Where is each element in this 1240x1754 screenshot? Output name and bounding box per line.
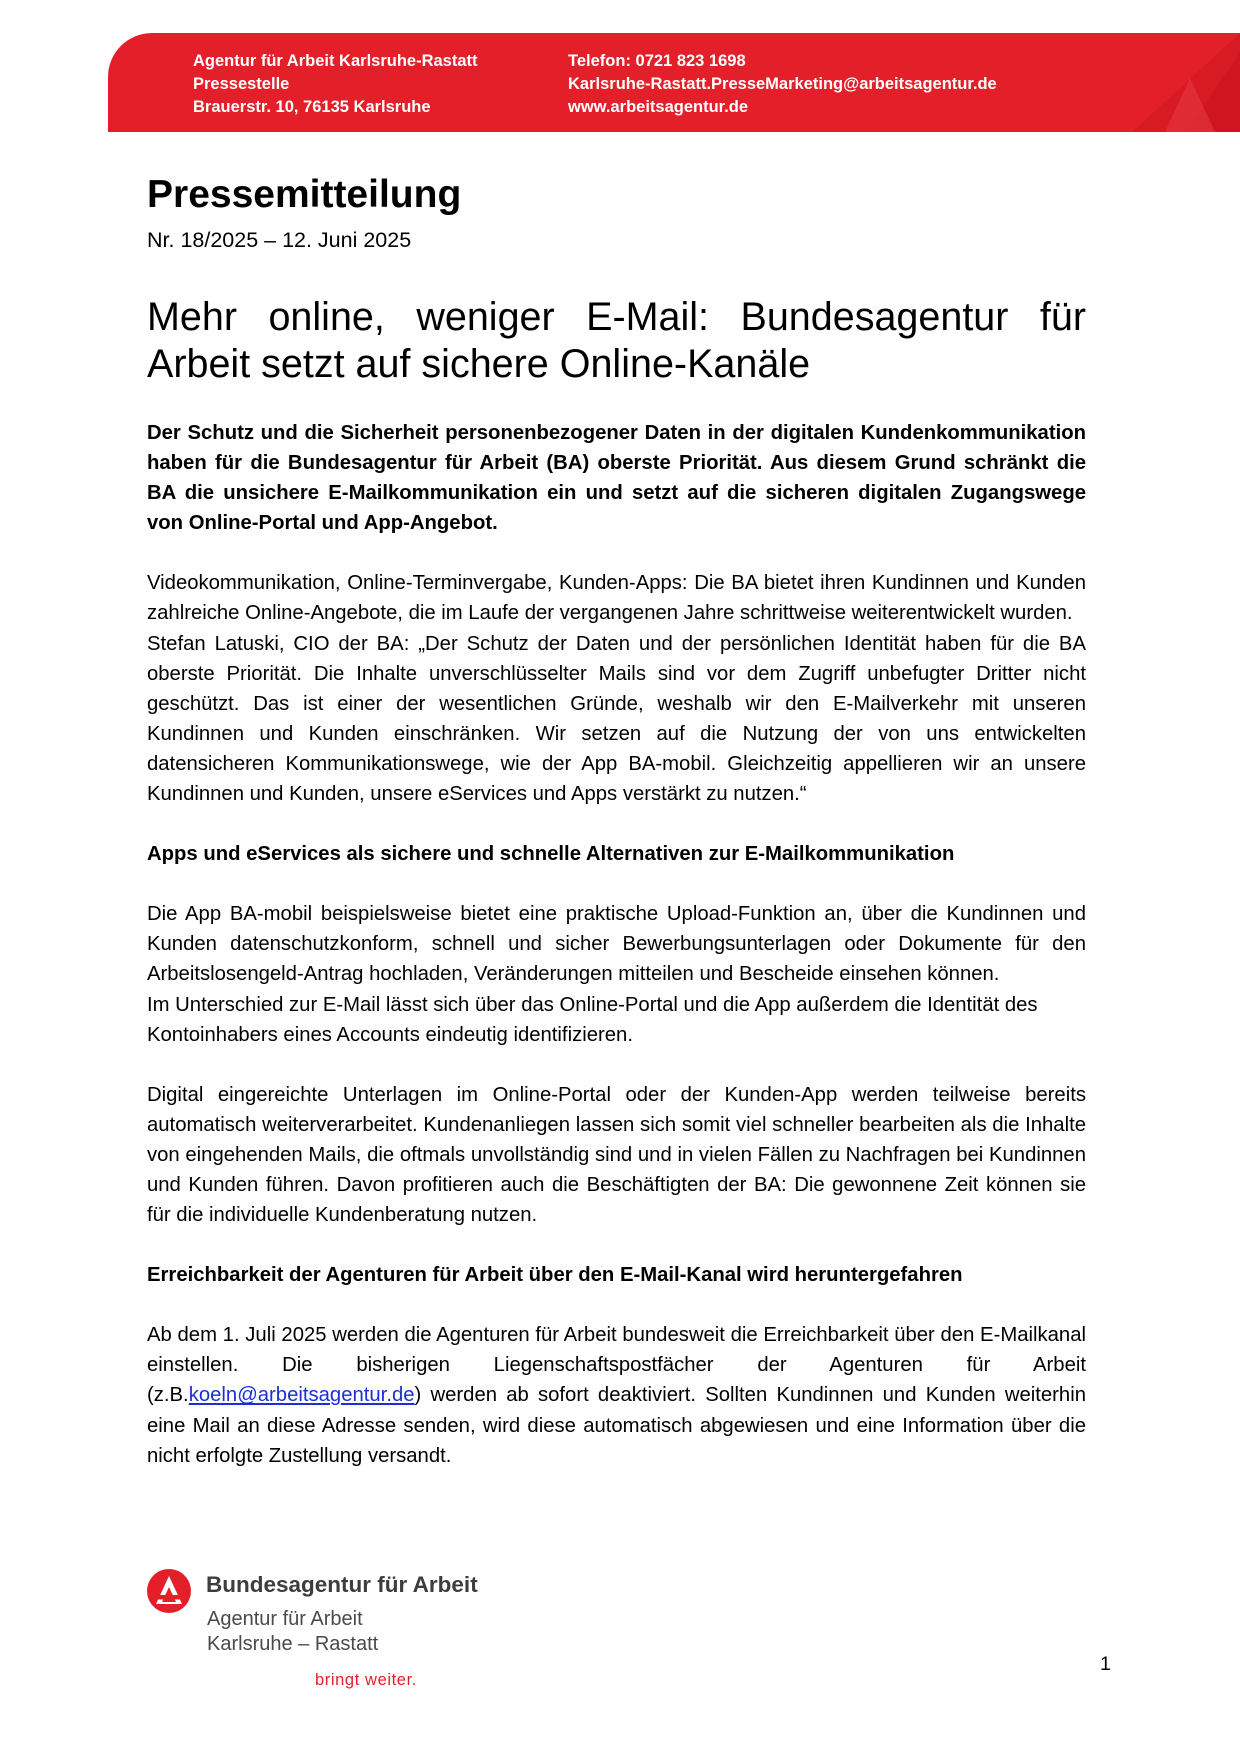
contact-phone: Telefon: 0721 823 1698: [568, 52, 746, 70]
document-type-title: Pressemitteilung: [147, 173, 462, 216]
ba-logo-icon: [147, 1569, 191, 1613]
email-link[interactable]: koeln@arbeitsagentur.de: [188, 1384, 415, 1407]
section-heading: Erreichbarkeit der Agenturen für Arbeit über den E-Mail-Kanal wird heruntergefahren: [147, 1264, 963, 1287]
body-paragraph: Im Unterschied zur E-Mail lässt sich über das Online-Portal und die App außerdem die Identität des Kontoinhabers eines Accounts eindeutig identifizieren.: [147, 993, 1038, 1046]
page-number: 1: [1100, 1653, 1111, 1675]
section-heading: Apps und eServices als sichere und schnelle Alternativen zur E-Mailkommunikation: [147, 843, 955, 866]
body-paragraph: [147, 1320, 1086, 1470]
sender-address: Brauerstr. 10, 76135 Karlsruhe: [193, 98, 431, 116]
agency-location: Karlsruhe – Rastatt: [207, 1633, 379, 1655]
release-number-date: Nr. 18/2025 – 12. Juni 2025: [147, 228, 412, 252]
press-release-body: [147, 418, 1086, 1471]
slogan: bringt weiter.: [315, 1671, 417, 1689]
organization-name: Bundesagentur für Arbeit: [206, 1572, 478, 1597]
agency-line: Agentur für Arbeit: [207, 1608, 363, 1630]
contact-block: [568, 50, 997, 119]
sender-department: Pressestelle: [193, 75, 290, 93]
letterhead-band: [108, 33, 1240, 132]
sender-address-block: [193, 50, 478, 119]
lead-paragraph: Der Schutz und die Sicherheit personenbezogener Daten in der digitalen Kundenkommunikation haben für die Bundesagentur für Arbeit (BA) oberste Priorität. Aus diesem Grund schränkt die BA die unsichere E-Mailkommunikation ein und setzt auf die sicheren digitalen Zugangswege von Online-Portal und App-Angebot.: [147, 422, 1086, 535]
quote-paragraph: Stefan Latuski, CIO der BA: „Der Schutz der Daten und der persönlichen Identität haben für die BA oberste Priorität. Die Inhalte unverschlüsselter Mails sind vor dem Zugriff unbefugter Dritter nicht geschützt. Das ist einer der wesentlichen Gründe, weshalb wir den E-Mailverkehr mit unseren Kundinnen und Kunden einschränken. Wir setzen auf die Nutzung der von uns entwickelten datensicheren Kommunikationswege, wie der App BA-mobil. Gleichzeitig appellieren wir an unsere Kundinnen und Kunden, unsere eServices und Apps verstärkt zu nutzen.“: [147, 632, 1086, 806]
contact-email[interactable]: Karlsruhe-Rastatt.PresseMarketing@arbeitsagentur.de: [568, 75, 997, 93]
contact-website[interactable]: www.arbeitsagentur.de: [568, 98, 749, 116]
paragraph-text: Ab dem 1. Juli 2025 werden die Agenturen für Arbeit bundesweit die Erreichbarkeit über den E-Mailkanal einstellen. Die bisherigen Liegenschaftspostfächer der Agenturen für Arbeit (z.B.: [147, 1324, 1086, 1407]
paragraph-text: ) werden ab sofort deaktiviert. Sollten Kundinnen und Kunden weiterhin eine Mail an diese Adresse senden, wird diese automatisch abgewiesen und eine Information über die nicht erfolgte Zustellung versandt.: [147, 1384, 1086, 1467]
body-paragraph: Digital eingereichte Unterlagen im Online-Portal oder der Kunden-App werden teilweise bereits automatisch weiterverarbeitet. Kundenanliegen lassen sich somit viel schneller bearbeiten als die Inhalte von eingehenden Mails, die oftmals unvollständig sind und in vielen Fällen zu Nachfragen bei Kundinnen und Kunden führen. Davon profitieren auch die Beschäftigten der BA: Die gewonnene Zeit können sie für die individuelle Kundenberatung nutzen.: [147, 1083, 1086, 1227]
sender-organization: Agentur für Arbeit Karlsruhe-Rastatt: [193, 52, 478, 70]
body-paragraph: Videokommunikation, Online-Terminvergabe, Kunden-Apps: Die BA bietet ihren Kundinnen und Kunden zahlreiche Online-Angebote, die im Laufe der vergangenen Jahre schrittweise weiterentwickelt wurden.: [147, 572, 1086, 625]
body-paragraph: Die App BA-mobil beispielsweise bietet eine praktische Upload-Funktion an, über die Kundinnen und Kunden datenschutzkonform, schnell und sicher Bewerbungsunterlagen oder Dokumente für den Arbeitslosengeld-Antrag hochladen, Veränderungen mitteilen und Bescheide einsehen können.: [147, 903, 1086, 986]
agency-name-block: [207, 1607, 378, 1657]
press-release-headline: Mehr online, weniger E-Mail: Bundesagentur für Arbeit setzt auf sichere Online-Kanäle: [147, 295, 1086, 386]
header-decoration-shape: [1090, 33, 1240, 132]
